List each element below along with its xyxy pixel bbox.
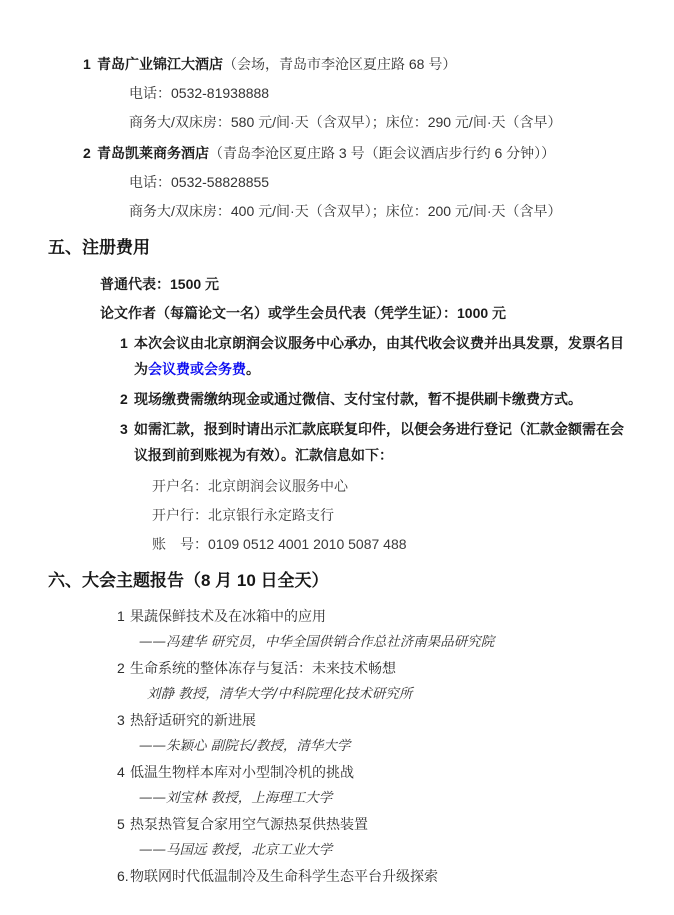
keynote-talk-2: [48, 655, 634, 707]
fee-regular-delegate: 普通代表：1500 元: [100, 276, 220, 292]
note-text: 现场缴费需缴纳现金或通过微信、支付宝付款，暂不提供刷卡缴费方式。: [134, 391, 582, 407]
talk-title-line: [48, 759, 634, 785]
talk-title-line: [48, 707, 634, 733]
talk-speaker: ——刘宝林 教授，上海理工大学: [139, 790, 333, 806]
talk-speaker: ——朱颖心 副院长/教授，清华大学: [139, 738, 351, 754]
bank-account-name: 开户名：北京朗润会议服务中心: [152, 478, 348, 494]
hotel-phone: 电话：0532-81938888: [129, 85, 270, 101]
talk-title: 热泵热管复合家用空气源热泵供热装置: [130, 816, 368, 832]
section-heading-registration-fees: 五、注册费用: [48, 238, 150, 257]
talk-number: 1: [117, 608, 125, 624]
keynote-talk-1: [48, 603, 634, 655]
bank-account-number: 账 号：0109 0512 4001 2010 5087 488: [152, 536, 407, 552]
hotel-address: （青岛李沧区夏庄路 3 号（距会议酒店步行约 6 分钟））: [209, 145, 556, 161]
registration-note-1: [48, 330, 634, 382]
keynote-talk-3: [48, 707, 634, 759]
hotel-address: （会场，青岛市李沧区夏庄路 68 号）: [223, 56, 457, 72]
talk-number: 6.: [117, 868, 129, 884]
note-text: 如需汇款，报到时请出示汇款底联复印件，以便会务进行登记（汇款金额需在会议报到前到账视为有效）。汇款信息如下：: [134, 421, 624, 463]
registration-note-3: [48, 416, 634, 468]
keynote-talk-4: [48, 759, 634, 811]
hotel-item-2: [48, 139, 634, 226]
talk-speaker: ——马国远 教授，北京工业大学: [139, 842, 333, 858]
talk-title-line: [48, 811, 634, 837]
talk-title: 生命系统的整体冻存与复活：未来技术畅想: [130, 660, 396, 676]
hotel-number: 1: [83, 56, 91, 72]
keynote-talk-5: [48, 811, 634, 863]
talk-number: 3: [117, 712, 125, 728]
talk-title: 物联网时代低温制冷及生命科学生态平台升级探索: [130, 868, 438, 884]
note-number: 2: [120, 391, 128, 407]
talk-speaker: ——冯建华 研究员，中华全国供销合作总社济南果品研究院: [139, 634, 495, 650]
note-number: 3: [120, 421, 128, 437]
note-number: 1: [120, 335, 128, 351]
hotel-title-line: [48, 139, 634, 168]
bank-branch: 开户行：北京银行永定路支行: [152, 507, 334, 523]
talk-speaker: 刘静 教授，清华大学/中科院理化技术研究所: [147, 686, 413, 702]
invoice-category-highlight: 会议费或会务费: [148, 361, 246, 377]
talk-title-line: [48, 655, 634, 681]
keynote-talk-6: [48, 863, 634, 889]
talk-title: 热舒适研究的新进展: [130, 712, 256, 728]
hotel-phone: 电话：0532-58828855: [129, 174, 270, 190]
hotel-number: 2: [83, 145, 91, 161]
talk-title-line: [48, 603, 634, 629]
hotel-name: 青岛凯莱商务酒店: [97, 145, 209, 161]
hotel-room-rates: 商务大/双床房：580 元/间·天（含双早）；床位：290 元/间·天（含早）: [129, 114, 562, 130]
hotel-room-rates: 商务大/双床房：400 元/间·天（含双早）；床位：200 元/间·天（含早）: [129, 203, 562, 219]
talk-number: 5: [117, 816, 125, 832]
note-text-after: 。: [246, 361, 260, 377]
talk-number: 4: [117, 764, 125, 780]
talk-title-line: [48, 863, 634, 889]
hotel-name: 青岛广业锦江大酒店: [97, 56, 223, 72]
talk-title: 果蔬保鲜技术及在冰箱中的应用: [130, 608, 326, 624]
talk-number: 2: [117, 660, 125, 676]
hotel-title-line: [48, 50, 634, 79]
registration-note-2: [48, 386, 634, 412]
note-text: [134, 330, 634, 382]
section-heading-keynotes: 六、大会主题报告（8 月 10 日全天）: [48, 571, 329, 590]
hotel-item-1: [48, 50, 634, 137]
talk-title: 低温生物样本库对小型制冷机的挑战: [130, 764, 354, 780]
note-text-before: 本次会议由北京朗润会议服务中心承办，由其代收会议费并出具发票，发票名目为: [134, 335, 624, 377]
fee-author-student: 论文作者（每篇论文一名）或学生会员代表（凭学生证）：1000 元: [100, 305, 507, 321]
